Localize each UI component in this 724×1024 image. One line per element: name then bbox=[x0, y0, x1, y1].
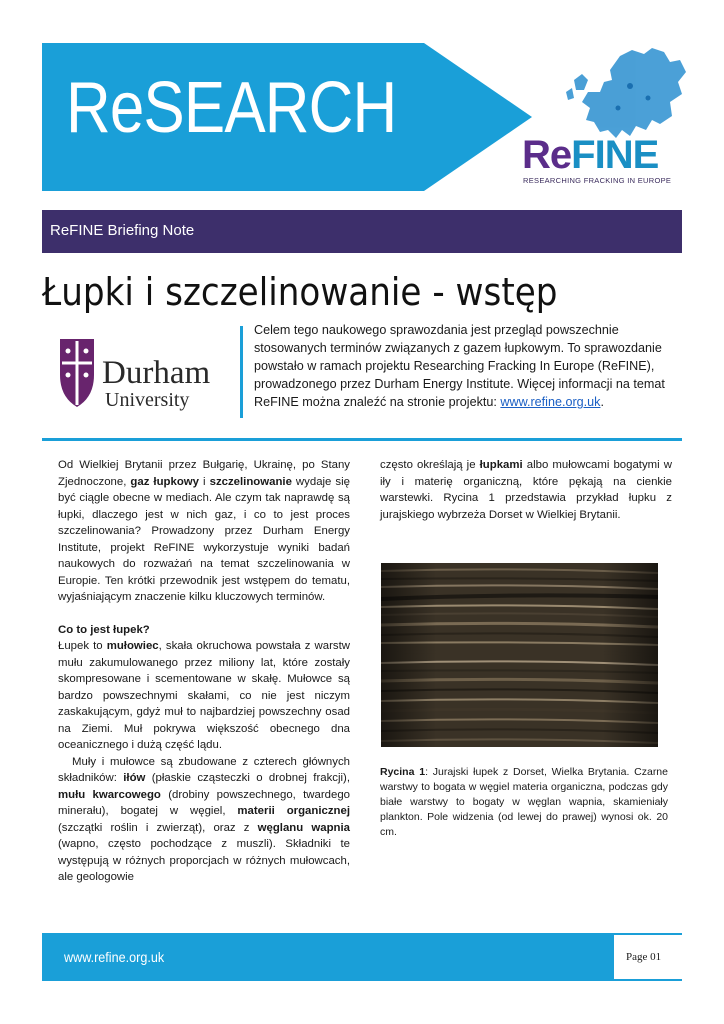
page-title: Łupki i szczelinowanie - wstęp bbox=[42, 270, 558, 314]
footer-url[interactable]: www.refine.org.uk bbox=[64, 949, 165, 965]
shale-photo bbox=[381, 563, 658, 747]
header-title: ReSEARCH bbox=[66, 68, 397, 148]
text: Łupek to bbox=[58, 640, 107, 652]
section-heading: Co to jest łupek? bbox=[58, 623, 150, 636]
durham-university: University bbox=[105, 389, 190, 411]
project-link[interactable]: www.refine.org.uk bbox=[500, 395, 601, 409]
intro-text: Celem tego naukowego sprawozdania jest przegląd powszechnie stosowanych terminów związanych z gazem łupkowym. To sprawozdanie powstało w ramach projektu Researching Fracking In Europe (ReFINE), prowadzonego przez Durham Energy Institute. Więcej informacji na temat ReFINE można znaleźć na stronie projektu: bbox=[254, 323, 665, 409]
bold-term: łupkami bbox=[479, 459, 523, 471]
page-number: Page 01 bbox=[626, 951, 662, 963]
durham-name: Durham bbox=[102, 355, 211, 391]
refine-logo bbox=[522, 135, 658, 175]
bold-term: mułu kwarcowego bbox=[58, 788, 161, 801]
bold-term: mułowiec bbox=[106, 640, 159, 652]
text: (płaskie cząsteczki o drobnej frakcji), bbox=[145, 772, 350, 784]
text: Od Wielkiej Brytanii przez Bułgarię, Ukrainę, po Stany Zjednoczone, bbox=[58, 459, 350, 488]
text: wydaje się być ciągle obecne w mediach. Ale czym tak naprawdę są łupki, dlaczego jest w nich gaz, i co to jest proces szczelinowania? Prowadzony przez Durham Energy Institute, projekt ReFINE wykorzystuje wyniki badań naukowych do rozważań na temat szczelinowania w Europie. Ten krótki przewodnik jest wstępem do tematu, wyjaśniającym znaczenie kilku kluczowych terminów. bbox=[58, 475, 350, 603]
text: , skała okruchowa powstała z warstw mułu zakumulowanego przez miliony lat, które zostały skompresowane i scementowane w skałę. Mułowce są bardzo powszechnymi skałami, co nie jest niczym zaskakującym, gdyż muł to najbardziej powszechny osad na Ziemi. Muł pokrywa większość obecnego dna oceanicznego i dużą część lądu. bbox=[58, 640, 350, 751]
bold-term: iłów bbox=[123, 772, 146, 784]
text: albo mułowcami bogatymi w iły i materię organiczną, które pękają na cienkie warstewki. Rycina 1 przedstawia przykład łupku z jurajskiego wybrzeża Dorset w Wielkiej Brytanii. bbox=[380, 459, 672, 521]
figure-caption bbox=[380, 765, 668, 840]
intro-end: . bbox=[600, 395, 604, 409]
europe-map-icon bbox=[560, 46, 690, 146]
bold-term: materii organicznej bbox=[237, 805, 350, 817]
intro-rule bbox=[240, 326, 243, 418]
text: i bbox=[199, 475, 210, 488]
right-column bbox=[380, 457, 672, 523]
bold-term: węglanu wapnia bbox=[257, 821, 351, 834]
text: (szczątki roślin i zwierząt), oraz z bbox=[58, 821, 258, 834]
bold-term: gaz łupkowy bbox=[130, 475, 200, 488]
paragraph bbox=[380, 457, 672, 523]
refine-tagline: RESEARCHING FRACKING IN EUROPE bbox=[523, 176, 672, 185]
intro-paragraph bbox=[254, 321, 674, 411]
left-column bbox=[58, 457, 350, 886]
text: (wapno, często pochodzące z muszli). Składniki te występują w różnych proporcjach w różnych mułowcach, ale geologowie bbox=[58, 838, 350, 883]
caption-text: : Jurajski łupek z Dorset, Wielka Brytania. Czarne warstwy to bogata w węgiel materia organiczna, podczas gdy białe warstwy to bogaty w węglan wapnia, skamieniały plankton. Pole widzenia (od lewej do prawej) wynosi ok. 20 cm. bbox=[380, 766, 668, 838]
text: często określają je bbox=[380, 459, 480, 471]
briefing-label: ReFINE Briefing Note bbox=[50, 222, 195, 239]
text: (drobiny powszechnego, twardego minerału), bogatej w węgiel, bbox=[58, 788, 350, 817]
refine-logo-re: Re bbox=[522, 133, 572, 177]
paragraph bbox=[58, 457, 350, 606]
section-divider bbox=[42, 438, 682, 441]
bold-term: szczelinowanie bbox=[209, 475, 292, 488]
paragraph bbox=[58, 638, 350, 754]
caption-label: Rycina 1 bbox=[380, 766, 426, 778]
refine-logo-fine: FINE bbox=[571, 133, 659, 177]
paragraph bbox=[58, 754, 350, 886]
text: Muły i mułowce są zbudowane z czterech głównych składników: bbox=[58, 755, 350, 784]
